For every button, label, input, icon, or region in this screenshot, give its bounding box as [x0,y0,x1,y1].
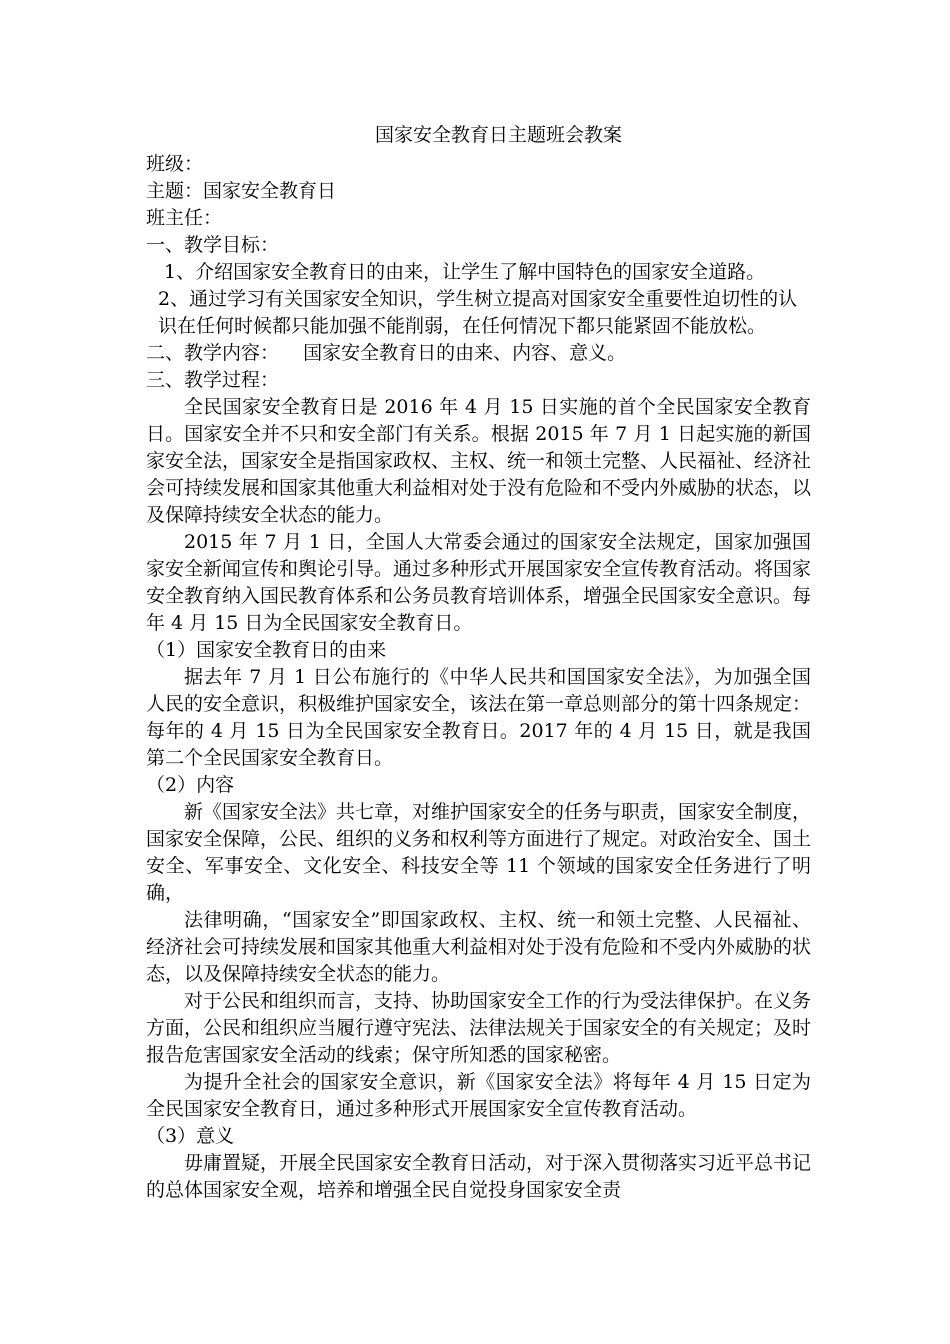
document-title: 国家安全教育日主题班会教案 [374,124,622,146]
section2-line: 二、教学内容： 国家安全教育日的由来、内容、意义。 [146,342,627,364]
paragraph-1: 全民国家安全教育日是 2016 年 4 月 15 日实施的首个全民国家安全教育日。国家安全并不只和安全部门有关系。根据 2015 年 7 月 1 日起实施的新国家安全法，国家安全是指国家政权、主权、统一和领土完整、人民福祉、经济社会可持续发展和国家其他重大利益相对处于没有危险和不受内外威胁的状态，以及保障持续安全状态的能力。 [146,396,812,526]
section3-heading: 三、教学过程： [146,369,280,391]
paragraph-6: 对于公民和组织而言，支持、协助国家安全工作的行为受法律保护。在义务方面，公民和组织应当履行遵守宪法、法律法规关于国家安全的有关规定；及时报告危害国家安全活动的线索；保守所知悉的国家秘密。 [146,990,812,1066]
subsection-1-heading: （1）国家安全教育日的由来 [146,639,387,661]
goal-1: 1、介绍国家安全教育日的由来，让学生了解中国特色的国家安全道路。 [164,261,766,283]
paragraph-2: 2015 年 7 月 1 日，全国人大常委会通过的国家安全法规定，国家加强国家安全新闻宣传和舆论引导。通过多种形式开展国家安全宣传教育活动。将国家安全教育纳入国民教育体系和公务员教育培训体系，增强全民国家安全意识。每年 4 月 15 日为全民国家安全教育日。 [146,531,812,634]
paragraph-4: 新《国家安全法》共七章，对维护国家安全的任务与职责，国家安全制度，国家安全保障，公民、组织的义务和权利等方面进行了规定。对政治安全、国土安全、军事安全、文化安全、科技安全等 11 个领域的国家安全任务进行了明确， [146,801,812,904]
theme-line: 主题：国家安全教育日 [146,180,337,202]
goal-2: 2、通过学习有关国家安全知识，学生树立提高对国家安全重要性迫切性的认识在任何时候都只能加强不能削弱，在任何情况下都只能紧固不能放松。 [158,288,798,337]
document-body [146,122,811,1204]
paragraph-8: 毋庸置疑，开展全民国家安全教育日活动，对于深入贯彻落实习近平总书记的总体国家安全观，培养和增强全民自觉投身国家安全责 [146,1152,812,1201]
paragraph-7: 为提升全社会的国家安全意识，新《国家安全法》将每年 4 月 15 日定为全民国家安全教育日，通过多种形式开展国家安全宣传教育活动。 [146,1071,811,1120]
section1-heading: 一、教学目标： [146,234,280,256]
subsection-2-heading: （2）内容 [146,774,235,796]
subsection-3-heading: （3）意义 [146,1125,235,1147]
paragraph-3: 据去年 7 月 1 日公布施行的《中华人民共和国国家安全法》，为加强全国人民的安全意识，积极维护国家安全，该法在第一章总则部分的第十四条规定：每年的 4 月 15 日为全民国家安全教育日。2017 年的 4 月 15 日，就是我国第二个全民国家安全教育日。 [146,666,812,769]
teacher-label: 班主任： [146,207,223,229]
class-label: 班级： [146,153,204,175]
paragraph-5: 法律明确，“国家安全”即国家政权、主权、统一和领土完整、人民福祉、经济社会可持续发展和国家其他重大利益相对处于没有危险和不受内外威胁的状态，以及保障持续安全状态的能力。 [146,909,812,985]
